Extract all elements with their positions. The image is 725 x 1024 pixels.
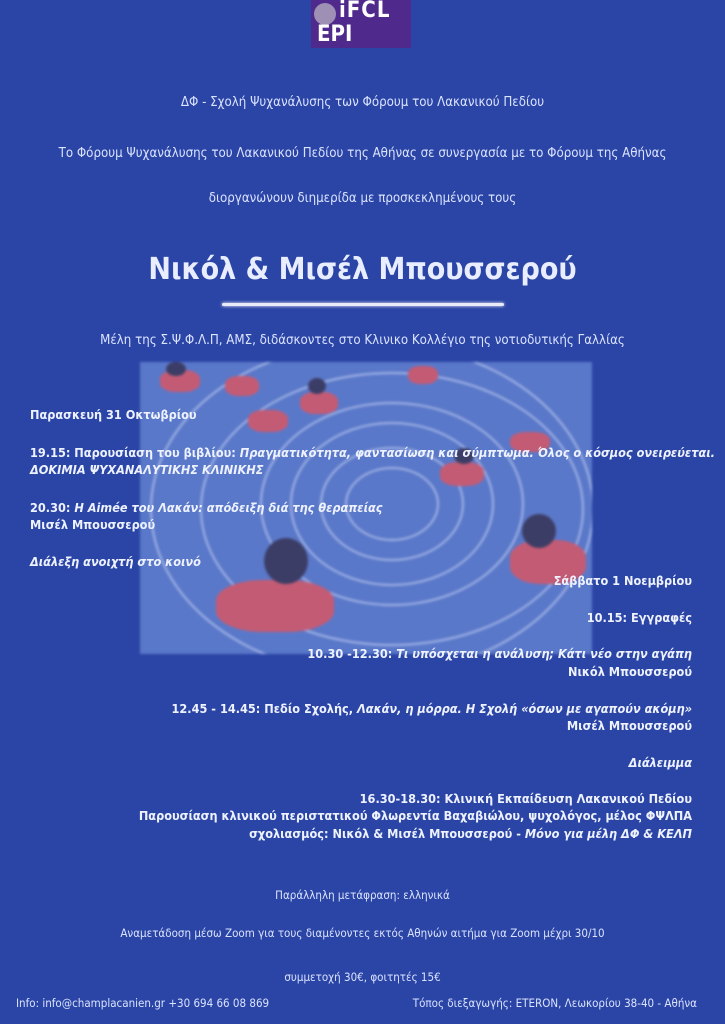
fee-note: συμμετοχή 30€, φοιτητές 15€: [284, 970, 441, 984]
saturday-session-2-speaker: Μισέλ Μπουσσερού: [566, 718, 692, 733]
saturday-session-2: [172, 701, 692, 716]
saturday-session-1-title: Τι υπόσχεται η ανάλυση; Κάτι νέο στην αγάπη: [396, 646, 692, 661]
saturday-session-2-time: 12.45 - 14.45: Πεδίο Σχολής,: [171, 701, 358, 716]
saturday-session-3-line-1: 16.30-18.30: Κλινική Εκπαίδευση Λακανικού Πεδίου: [359, 791, 692, 806]
saturday-registration: 10.15: Εγγραφές: [586, 610, 692, 625]
members-line: Μέλη της Σ.Ψ.Φ.Λ.Π, ΑΜΣ, διδάσκοντες στο Κλινικο Κολλέγιο της νοτιοδυτικής Γαλλίας: [100, 333, 625, 348]
saturday-break: Διάλειμμα: [628, 755, 692, 770]
logo-text-bottom: EPI: [317, 22, 353, 47]
contact-info: Info: info@champlacanien.gr +30 694 66 08 869: [16, 996, 270, 1010]
saturday-session-3-members-only: Μόνο για μέλη ΔΦ & ΚΕΛΠ: [524, 826, 692, 841]
translation-note: Παράλληλη μετάφραση: ελληνικά: [275, 888, 450, 902]
organize-line: διοργανώνουν διημερίδα με προσκεκλημένους τους: [208, 191, 517, 206]
ifcl-epfcl-logo: [311, 0, 411, 48]
zoom-note: Αναμετάδοση μέσω Zoom για τους διαμένοντες εκτός Αθηνών αιτήμα για Zoom μέχρι 30/10: [120, 926, 605, 940]
collaboration-line: Το Φόρουμ Ψυχανάλυσης του Λακανικού Πεδίου της Αθήνας σε συνεργασία με το Φόρουμ της Αθήνας: [58, 146, 667, 161]
friday-open-lecture: Διάλεξη ανοιχτή στο κοινό: [30, 554, 201, 569]
saturday-session-2-title: Λακάν, η μόρρα. Η Σχολή «όσων με αγαπούν ακόμη»: [357, 701, 692, 716]
speakers-title: Νικόλ & Μισέλ Μπουσσερού: [148, 252, 577, 287]
school-line: ΔΦ - Σχολή Ψυχανάλυσης των Φόρουμ του Λακανικού Πεδίου: [180, 95, 545, 110]
venue-info: Τόπος διεξαγωγής: ETERON, Λεωκορίου 38-40 - Αθήνα: [412, 996, 697, 1010]
friday-date: Παρασκευή 31 Οκτωβρίου: [30, 407, 197, 422]
friday-event-1-time: 19.15: Παρουσίαση του βιβλίου:: [30, 445, 240, 460]
friday-event-2-title: Η Aimée του Λακάν: απόδειξη διά της θεραπείας: [74, 500, 383, 515]
saturday-session-3-line-3: [249, 826, 692, 841]
title-underline: [222, 303, 504, 306]
friday-event-1-series: ΔΟΚΙΜΙΑ ΨΥΧΑΝΑΛΥΤΙΚΗΣ ΚΛΙΝΙΚΗΣ: [30, 462, 264, 477]
saturday-session-1-speaker: Νικόλ Μπουσσερού: [567, 664, 692, 679]
friday-event-2-time: 20.30:: [30, 500, 75, 515]
saturday-date: Σάββατο 1 Νοεμβρίου: [553, 573, 692, 588]
saturday-session-1: [307, 646, 692, 661]
friday-event-2-speaker: Μισέλ Μπουσσερού: [30, 517, 156, 532]
friday-event-1-title: Πραγματικότητα, φαντασίωση και σύμπτωμα. Όλος ο κόσμος ονειρεύεται.: [239, 445, 715, 460]
friday-event-1: [30, 445, 715, 460]
saturday-session-3-line-2: Παρουσίαση κλινικού περιστατικού Φλωρεντία Βαχαβιώλου, ψυχολόγος, μέλος ΦΨΛΠΑ: [138, 808, 692, 823]
saturday-session-1-time: 10.30 -12.30:: [307, 646, 397, 661]
friday-event-2: [30, 500, 383, 515]
logo-text-top: iFCL: [339, 0, 391, 23]
saturday-session-3-commentary: σχολιασμός: Νικόλ & Μισέλ Μπουσσερού -: [249, 826, 525, 841]
